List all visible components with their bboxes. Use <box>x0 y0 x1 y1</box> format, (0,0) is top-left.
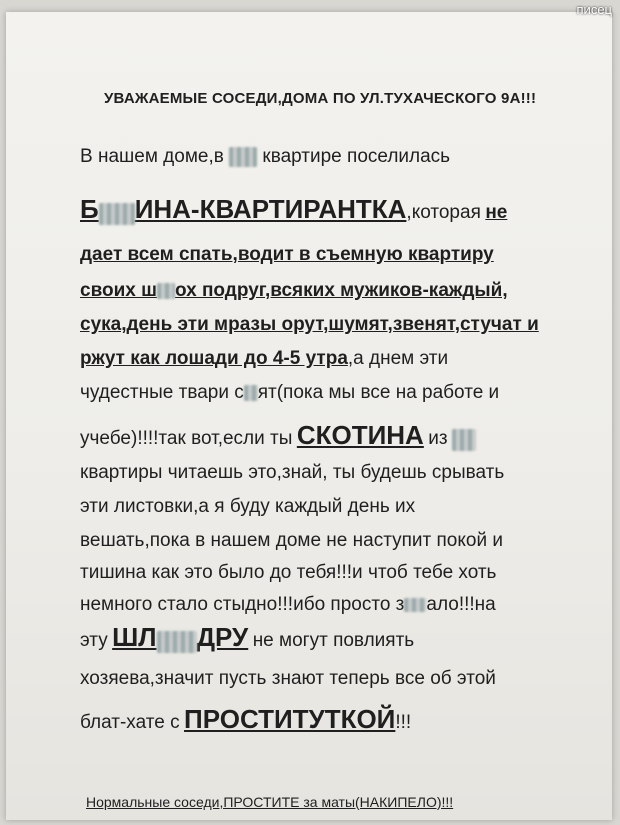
text: ,а днем эти <box>347 348 449 369</box>
text: ох подруг,всяких мужиков-каждый, <box>174 280 508 301</box>
text: ало!!!на <box>426 594 496 615</box>
notice-line-11: вешать,пока в нашем доме не наступит покой и <box>80 530 503 551</box>
notice-line-15: хозяева,значит пусть знают теперь все об этой <box>80 668 496 689</box>
notice-line-1 <box>80 146 450 168</box>
text: ,которая <box>406 202 481 223</box>
text: не <box>485 202 508 223</box>
text: СКОТИНА <box>296 420 424 450</box>
notice-footer: Нормальные соседи,ПРОСТИТЕ за маты(НАКИПЕЛО)!!! <box>86 794 454 810</box>
notice-paper <box>6 12 612 820</box>
censored-block <box>404 598 426 612</box>
notice-line-7 <box>80 382 499 404</box>
notice-line-16 <box>80 704 411 735</box>
notice-line-5: сука,день эти мразы орут,шумят,звенят,стучат и <box>80 314 539 335</box>
notice-line-10: эти листовки,а я буду каждый день их <box>80 496 416 517</box>
censored-block <box>157 631 197 653</box>
text: ШЛ <box>112 622 157 652</box>
censored-block <box>452 429 476 451</box>
text: ржут как лошади до 4-5 утра <box>80 348 348 369</box>
notice-line-14 <box>80 622 414 653</box>
notice-line-13 <box>80 594 496 616</box>
notice-line-4 <box>80 280 508 302</box>
watermark-text: писец <box>576 2 612 17</box>
text: Б <box>80 194 99 224</box>
notice-title: УВАЖАЕМЫЕ СОСЕДИ,ДОМА ПО УЛ.ТУХАЧЕСКОГО 9А!!! <box>104 90 537 107</box>
text: блат-хате с <box>80 712 180 733</box>
text: ПРОСТИТУТКОЙ <box>184 704 396 734</box>
text: своих ш <box>80 280 157 301</box>
notice-line-2 <box>80 194 507 225</box>
text: чудестные твари с <box>80 382 244 403</box>
censored-block <box>157 283 175 299</box>
notice-line-8 <box>80 420 476 451</box>
notice-line-12: тишина как это было до тебя!!!и чтоб тебе хоть <box>80 562 497 583</box>
text: эту <box>80 630 108 651</box>
notice-line-3: дает всем спать,водит в съемную квартиру <box>80 244 494 265</box>
notice-line-9: квартиры читаешь это,знай, ты будешь срывать <box>80 462 505 483</box>
notice-line-6 <box>80 348 448 370</box>
text: квартире поселилась <box>262 146 451 167</box>
text: ДРУ <box>196 622 249 652</box>
text: !!! <box>395 712 412 733</box>
text: не могут повлиять <box>252 630 415 651</box>
text: немного стало стыдно!!!ибо просто з <box>80 594 405 615</box>
text: из <box>428 428 448 449</box>
censored-block <box>229 147 257 167</box>
text: учебе)!!!!так вот,если ты <box>80 428 293 449</box>
text: В нашем доме,в <box>80 146 224 167</box>
censored-block <box>99 203 135 225</box>
censored-block <box>244 385 258 401</box>
text: ят(пока мы все на работе и <box>257 382 500 403</box>
text: ИНА-КВАРТИРАНТКА <box>134 194 407 224</box>
